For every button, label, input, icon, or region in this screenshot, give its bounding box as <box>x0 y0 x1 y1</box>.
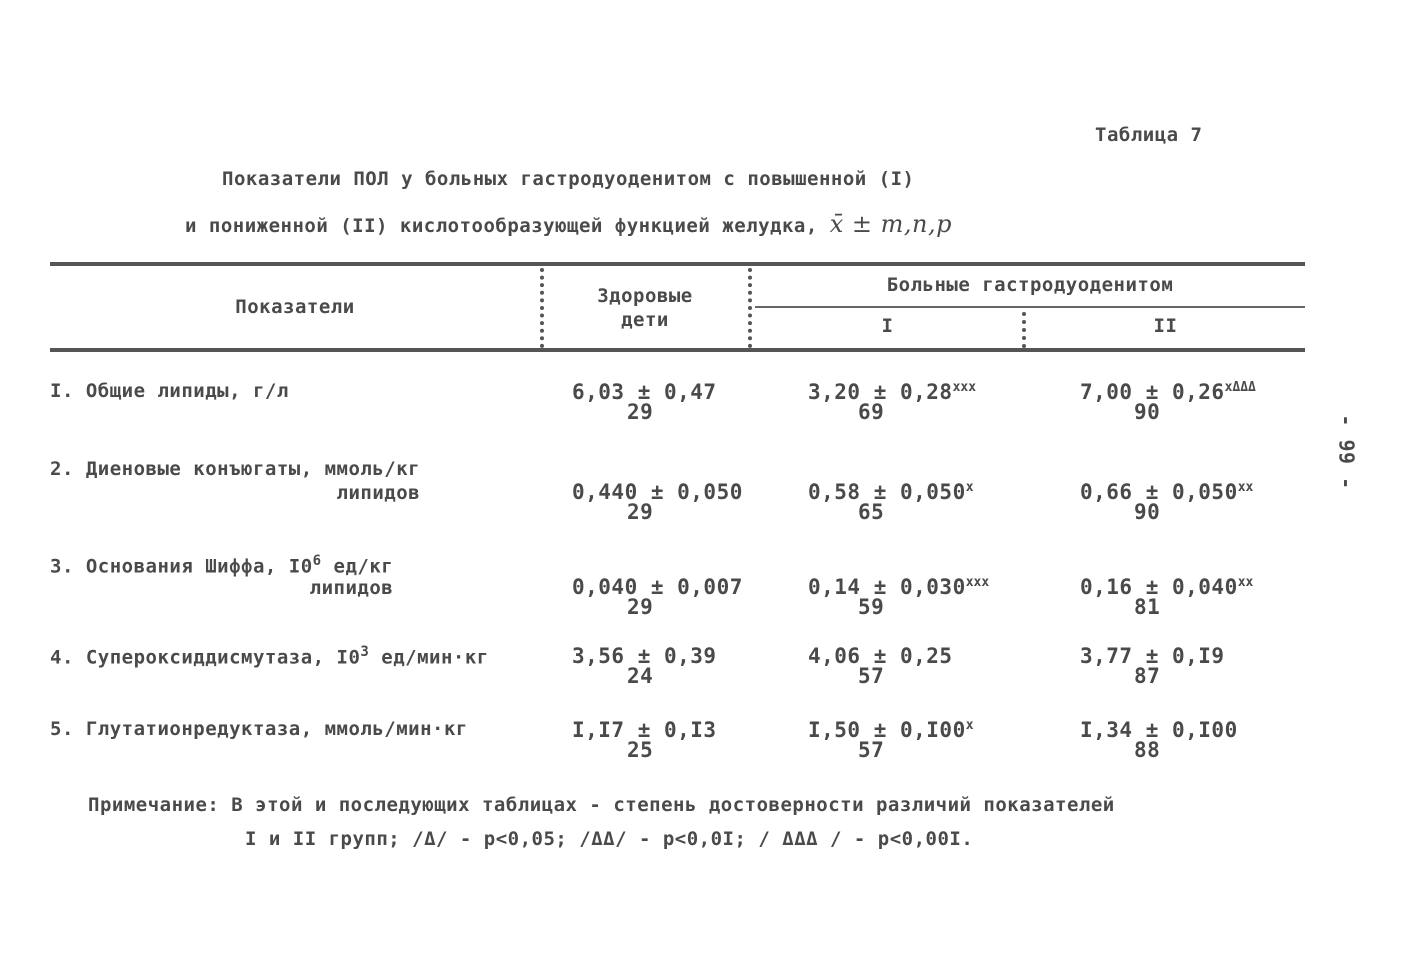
cell-healthy-n: 29 <box>627 595 654 619</box>
cell-group2-value <box>1080 575 1253 599</box>
mean-error-text: 7,00 ± 0,26 <box>1080 380 1225 404</box>
significance-mark: xx <box>1237 575 1254 590</box>
caption-line-2-text: и пониженной (II) кислотообразующей функцией желудка, <box>185 215 818 237</box>
cell-group2-n: 90 <box>1134 400 1161 424</box>
mean-error-text: 6,03 ± 0,47 <box>572 380 717 404</box>
mean-error-text: 0,58 ± 0,050 <box>808 480 966 504</box>
significance-mark: xxx <box>965 575 990 590</box>
cell-group1-value <box>808 718 974 742</box>
row-label <box>50 718 468 740</box>
row-label-unit: ед/кг <box>321 555 394 578</box>
mean-error-text: 3,20 ± 0,28 <box>808 380 953 404</box>
significance-mark: xx <box>1237 480 1254 495</box>
mean-error-text: I,50 ± 0,I00 <box>808 718 966 742</box>
mean-error-text: I,I7 ± 0,I3 <box>572 718 717 742</box>
header-healthy-children <box>545 284 745 332</box>
table-caption-line-2 <box>185 210 952 238</box>
mean-error-text: 4,06 ± 0,25 <box>808 644 953 668</box>
significance-mark: xxx <box>952 380 977 395</box>
cell-group2-n: 81 <box>1134 595 1161 619</box>
page-number: - 99 - <box>1334 414 1359 490</box>
note-line-1: Примечание: В этой и последующих таблицах - степень достоверности различий показателей <box>88 794 1115 816</box>
header-bottom-rule <box>50 348 1305 352</box>
cell-healthy-value <box>572 575 743 599</box>
mean-error-text: 3,56 ± 0,39 <box>572 644 717 668</box>
row-label-text: 5. Глутатионредуктаза, ммоль/мин·кг <box>50 718 468 740</box>
cell-group1-n: 57 <box>858 664 885 688</box>
mean-error-text: I,34 ± 0,I00 <box>1080 718 1238 742</box>
cell-group2-value <box>1080 480 1253 504</box>
header-patients: Больные гастродуоденитом <box>886 274 1174 296</box>
row-label <box>50 458 421 504</box>
row-label-text: I. Общие липиды, г/л <box>50 380 289 402</box>
row-label <box>50 380 289 402</box>
table-number: Таблица 7 <box>1095 124 1203 146</box>
header-divider-1 <box>540 268 544 348</box>
mean-error-text: 3,77 ± 0,I9 <box>1080 644 1225 668</box>
cell-group2-n: 90 <box>1134 500 1161 524</box>
cell-group1-n: 59 <box>858 595 885 619</box>
mean-error-text: 0,14 ± 0,030 <box>808 575 966 599</box>
mean-error-text: 0,16 ± 0,040 <box>1080 575 1238 599</box>
cell-group1-value <box>808 575 989 599</box>
note-line-2: I и II групп; /Δ/ - p<0,05; /ΔΔ/ - p<0,0I; / ΔΔΔ / - p<0,00I. <box>245 828 974 850</box>
row-label-exponent: 3 <box>360 644 370 660</box>
significance-mark: x <box>965 480 974 495</box>
row-label-text: 2. Диеновые конъюгаты, ммоль/кг <box>50 458 421 480</box>
mean-error-text: 0,440 ± 0,050 <box>572 480 743 504</box>
header-divider-2 <box>748 268 752 348</box>
header-group-1: I <box>881 315 894 337</box>
caption-statistics-notation: x̄ ± m,n,p <box>829 210 952 238</box>
row-label-continuation: липидов <box>309 577 394 599</box>
header-group-2: II <box>1153 315 1178 337</box>
cell-group2-n: 87 <box>1134 664 1161 688</box>
cell-healthy-n: 29 <box>627 400 654 424</box>
cell-group1-n: 69 <box>858 400 885 424</box>
cell-group2-n: 88 <box>1134 738 1161 762</box>
row-label-unit: ед/мин·кг <box>369 646 489 669</box>
header-healthy-line-1: Здоровые <box>597 285 693 307</box>
cell-healthy-n: 24 <box>627 664 654 688</box>
cell-healthy-n: 29 <box>627 500 654 524</box>
cell-group2-value <box>1080 380 1256 404</box>
mean-error-text: 0,66 ± 0,050 <box>1080 480 1238 504</box>
significance-mark: x <box>965 718 974 733</box>
header-indicators: Показатели <box>235 296 355 318</box>
table-top-rule <box>50 262 1305 266</box>
header-healthy-line-2: дети <box>621 309 669 331</box>
row-label-continuation: липидов <box>336 482 421 504</box>
table-caption-line-1: Показатели ПОЛ у больных гастродуоденитом с повышенной (I) <box>222 168 915 190</box>
cell-group1-value <box>808 480 974 504</box>
cell-group1-n: 57 <box>858 738 885 762</box>
row-label-exponent: 6 <box>312 553 322 569</box>
row-label <box>50 644 489 668</box>
mean-error-text: 0,040 ± 0,007 <box>572 575 743 599</box>
cell-healthy-n: 25 <box>627 738 654 762</box>
patients-subheader-rule <box>755 306 1305 308</box>
cell-group1-value <box>808 380 976 404</box>
significance-mark: xΔΔΔ <box>1224 380 1256 395</box>
cell-healthy-value <box>572 480 743 504</box>
row-label-text: 3. Основания Шиффа, I0 <box>50 555 313 578</box>
row-label <box>50 553 394 599</box>
row-label-text: 4. Супероксиддисмутаза, I0 <box>50 646 361 669</box>
cell-group1-n: 65 <box>858 500 885 524</box>
